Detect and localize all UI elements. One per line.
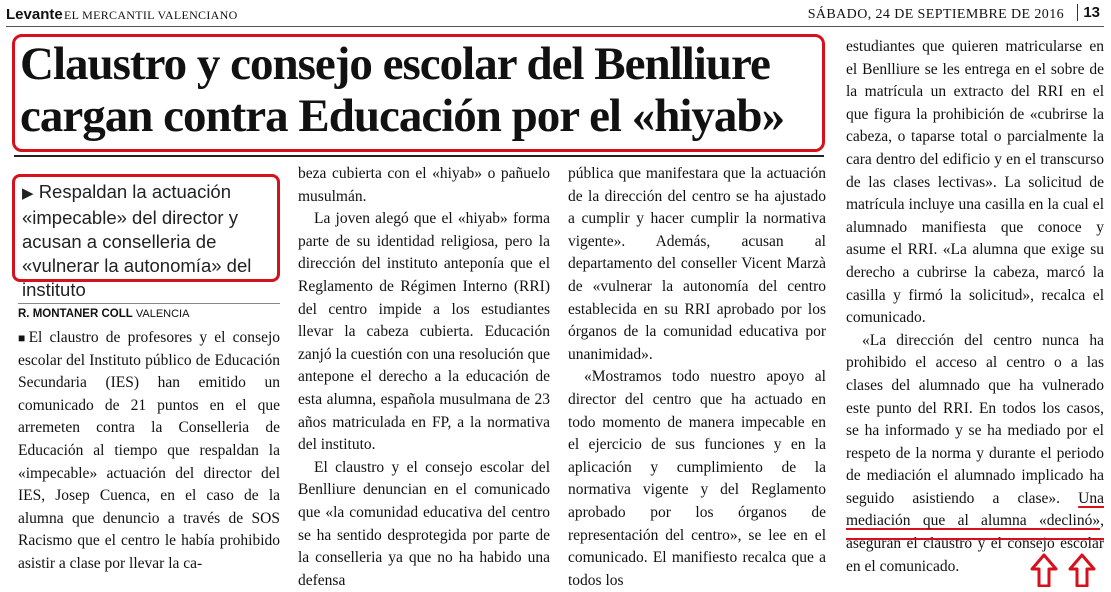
page-number: 13 bbox=[1077, 4, 1100, 21]
body-paragraph: «La dirección del centro nunca ha prohibido el acceso al centro o a las clases del alumnado que ha vulnerado este punto del RRI. En todos los casos, se ha informado y se ha mediado por el respeto de la norma y durante el periodo de mediación el alumnado implicado ha seguido asistiendo a clase». Una mediación que al alumna «declinó», aseguran el claustro y el consejo escolar en el comunicado. bbox=[846, 331, 1104, 575]
subheadline-text: Respaldan la actuación «impecable» del director y acusan a conselleria de «vulnerar la autonomía» del instituto bbox=[22, 181, 252, 300]
body-paragraph: estudiantes que quieren matricularse en el Benlliure se les entrega en el sobre de la matrícula un extracto del RRI en el que figura la prohibición de «cubrirse la cabeza, o taparse total o parcialmente la cara dentro del edificio y en el transcurso de las clases lectivas». La solicitud de matrícula incluye una casilla en la cual el alumnado manifiesta que conoce y asume el RRI. «La alumna que exige su derecho a cubrirse la cabeza, marcó la casilla y firmó la solicitud», recalca el comunicado. bbox=[846, 38, 1104, 327]
annotation-underline bbox=[846, 538, 1104, 540]
publication-date: SÁBADO, 24 DE SEPTIEMBRE DE 2016 bbox=[807, 7, 1064, 22]
body-column-1 bbox=[18, 327, 280, 576]
body-column-3 bbox=[568, 163, 826, 592]
underlined-quote: Una mediación que al alumna «declinó» bbox=[846, 489, 1104, 530]
square-bullet-icon: ■ bbox=[18, 331, 29, 345]
byline-location: VALENCIA bbox=[135, 308, 190, 320]
newspaper-name: EL MERCANTIL VALENCIANO bbox=[64, 8, 238, 22]
up-arrow-icon bbox=[1030, 553, 1058, 587]
article-subheadline bbox=[22, 180, 278, 302]
body-paragraph: pública que manifestara que la actuación de la dirección del centro se ha ajustado a cumplir y hacer cumplir la normativa vigente». Además, acusan al departamento del conseller Vicent Marzà de «vulnerar la autonomía del centro establecida en su RRI aprobado por los órganos de la comunidad educativa por unanimidad». bbox=[568, 165, 826, 363]
byline-author: R. MONTANER COLL bbox=[18, 308, 133, 320]
headline-divider bbox=[14, 155, 824, 157]
up-arrow-icon bbox=[1068, 553, 1096, 587]
masthead bbox=[6, 2, 1104, 27]
byline bbox=[18, 303, 280, 320]
body-column-2 bbox=[298, 163, 550, 592]
body-column-4 bbox=[846, 36, 1104, 578]
body-paragraph: «Mostramos todo nuestro apoyo al director del centro que ha actuado en todo momento de manera impecable en el ejercicio de sus funciones y en la aplicación y cumplimiento de la normativa vigente y del Reglamento aprobado por los órganos de representación del centro», se lee en el comunicado. El manifiesto recalca que a todos los bbox=[568, 368, 826, 589]
newspaper-brand: Levante bbox=[6, 6, 63, 23]
triangle-bullet-icon: ▶ bbox=[22, 185, 34, 202]
body-paragraph: El claustro y el consejo escolar del Benlliure denuncian en el comunicado que «la comunidad educativa del centro se ha sentido desprotegida por parte de la conselleria ya que no ha habido una defensa bbox=[298, 458, 550, 589]
body-paragraph: beza cubierta con el «hiyab» o pañuelo musulmán. bbox=[298, 165, 550, 205]
body-paragraph: La joven alegó que el «hiyab» forma parte de su identidad religiosa, pero la dirección del instituto anteponía que el Reglamento de Régimen Interno (RRI) del centro impide a los estudiantes llevar la cabeza cubierta. Educación zanjó la cuestión con una resolución que antepone el derecho a la educación de esta alumna, española musulmana de 23 años matriculada en FP, a la normativa del instituto. bbox=[298, 210, 550, 454]
article-headline: Claustro y consejo escolar del Benlliure cargan contra Educación por el «hiyab» bbox=[20, 38, 785, 142]
body-paragraph: ■El claustro de profesores y el consejo escolar del Instituto público de Educación Secundaria (IES) han emitido un comunicado de 21 puntos en el que arremeten contra la Conselleria de Educación al tiempo que respaldan la «impecable» actuación del director del IES, Josep Cuenca, en el caso de la alumna que denuncio a través de SOS Racismo que el centro le había prohibido asistir a clase por llevar la ca- bbox=[18, 329, 280, 572]
